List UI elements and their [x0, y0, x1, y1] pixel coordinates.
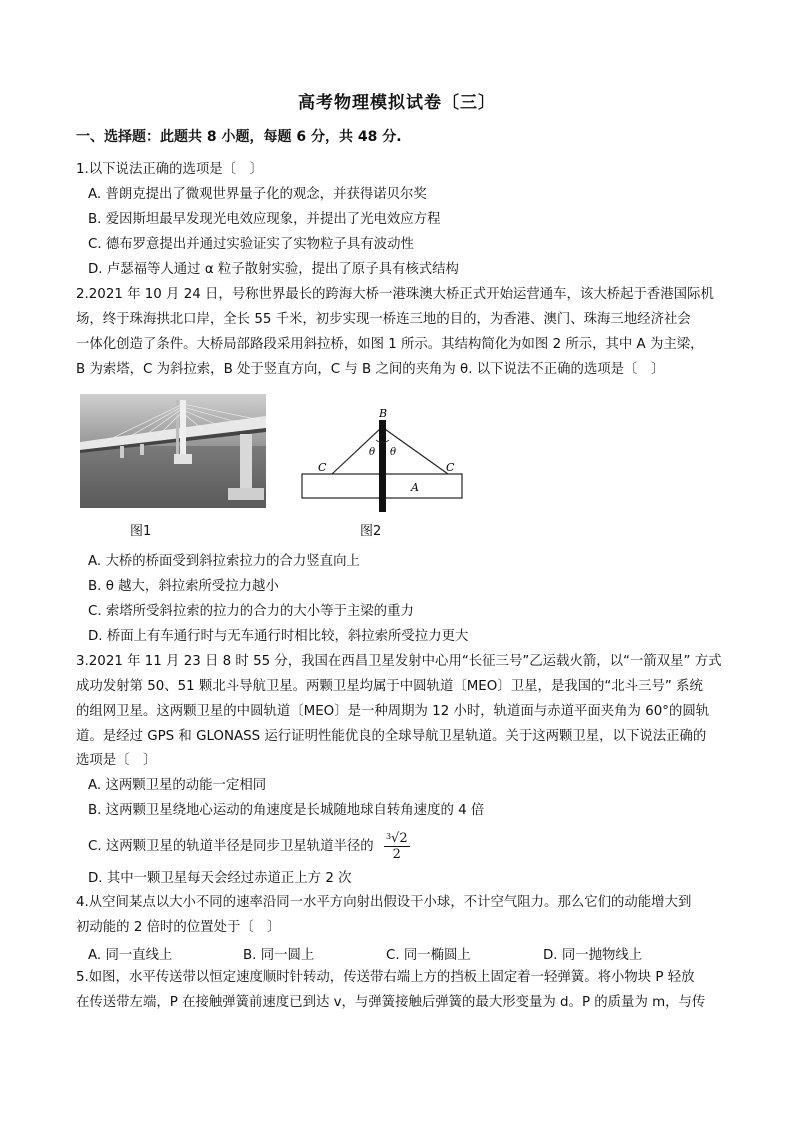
q1-option-a: A. 普朗克提出了微观世界量子化的观念，并获得诺贝尔奖 [88, 187, 427, 202]
tower-b [379, 420, 386, 512]
q3-stem-line-5: 选项是〔 〕 [76, 753, 157, 768]
q3-option-b: B. 这两颗卫星绕地心运动的角速度是长城随地球自转角速度的 4 倍 [88, 803, 485, 818]
q4-stem-line-1: 4.从空间某点以大小不同的速率沿同一水平方向射出假设干小球，不计空气阻力。那么它们的动能增大到 [76, 895, 692, 910]
fig2-caption: 图2 [360, 524, 382, 539]
q1-option-b: B. 爱因斯坦最早发现光电效应现象，并提出了光电效应方程 [88, 212, 441, 227]
section-heading: 一、选择题：此题共 8 小题，每题 6 分，共 48 分. [76, 129, 402, 145]
q3-stem-line-2: 成功发射第 50、51 颗北斗导航卫星。两颗卫星均属于中圆轨道〔MEO〕卫星，是我国的“北斗三号” 系统 [76, 679, 703, 694]
q1-option-d: D. 卢瑟福等人通过 α 粒子散射实验，提出了原子具有核式结构 [88, 262, 459, 277]
label-c-right: C [446, 461, 455, 474]
q1-stem: 1.以下说法正确的选项是〔 〕 [76, 162, 263, 177]
q3-option-c-text: C. 这两颗卫星的轨道半径是同步卫星轨道半径的 [88, 839, 374, 854]
q2-stem-line-2: 场，终于珠海拱北口岸，全长 55 千米，初步实现一桥连三地的目的，为香港、澳门、珠海三地经济社会 [76, 312, 691, 327]
label-c-left: C [318, 461, 327, 474]
q3-stem-line-1: 3.2021 年 11 月 23 日 8 时 55 分，我国在西昌卫星发射中心用“长征三号”乙运载火箭，以“一箭双星” 方式 [76, 654, 722, 669]
q2-option-b: B. θ 越大，斜拉索所受拉力越小 [88, 579, 279, 594]
bridge-schematic [296, 404, 468, 514]
q2-option-a: A. 大桥的桥面受到斜拉索拉力的合力竖直向上 [88, 554, 360, 569]
q2-stem-line-4: B 为索塔，C 为斜拉索，B 处于竖直方向，C 与 B 之间的夹角为 θ. 以下说法不正确的选项是〔 〕 [76, 362, 665, 377]
label-a: A [411, 481, 419, 494]
q3-option-a: A. 这两颗卫星的动能一定相同 [88, 778, 267, 793]
fig1-caption: 图1 [130, 524, 152, 539]
q3-option-c [88, 830, 738, 864]
q2-option-c: C. 索塔所受斜拉索的拉力的合力的大小等于主梁的重力 [88, 604, 414, 619]
q3-option-d: D. 其中一颗卫星每天会经过赤道正上方 2 次 [88, 871, 352, 886]
q2-stem-line-1: 2.2021 年 10 月 24 日，号称世界最长的跨海大桥一港珠澳大桥正式开始运营通车，该大桥起于香港国际机 [76, 287, 714, 302]
q4-option-b: B. 同一圆上 [243, 948, 315, 963]
bridge-photo [80, 394, 266, 508]
label-theta-right: θ [390, 447, 397, 458]
q5-stem-line-1: 5.如图，水平传送带以恒定速度顺时针转动，传送带右端上方的挡板上固定着一轻弹簧。将小物块 P 轻放 [76, 970, 695, 985]
q4-option-c: C. 同一椭圆上 [386, 948, 471, 963]
q3-stem-line-3: 的组网卫星。这两颗卫星的中圆轨道〔MEO〕是一种周期为 12 小时，轨道面与赤道平面夹角为 60°的圆轨 [76, 704, 710, 719]
q2-option-d: D. 桥面上有车通行时与无车通行时相比较，斜拉索所受拉力更大 [88, 629, 469, 644]
denominator: 2 [392, 846, 401, 862]
label-theta-left: θ [369, 447, 376, 458]
q2-stem-line-3: 一体化创造了条件。大桥局部路段采用斜拉桥，如图 1 所示。其结构简化为如图 2 所示，其中 A 为主梁， [76, 337, 704, 352]
q4-option-a: A. 同一直线上 [88, 948, 173, 963]
q4-option-d: D. 同一抛物线上 [543, 948, 643, 963]
q5-stem-line-2: 在传送带左端，P 在接触弹簧前速度已到达 v，与弹簧接触后弹簧的最大形变量为 d。P 的质量为 m，与传 [76, 995, 706, 1010]
page-title: 高考物理模拟试卷〔三〕 [298, 93, 496, 113]
radicand: 2 [399, 830, 408, 846]
root-index: 3 [385, 831, 392, 841]
cube-root-fraction: $\frac{^3√2}{2}$ [385, 830, 408, 862]
label-b: B [379, 407, 388, 420]
q1-option-c: C. 德布罗意提出并通过实验证实了实物粒子具有波动性 [88, 237, 414, 252]
q3-stem-line-4: 道。是经过 GPS 和 GLONASS 运行证明性能优良的全球导航卫星轨道。关于这两颗卫星，以下说法正确的 [76, 729, 707, 744]
q4-stem-line-2: 初动能的 2 倍时的位置处于〔 〕 [76, 920, 281, 935]
